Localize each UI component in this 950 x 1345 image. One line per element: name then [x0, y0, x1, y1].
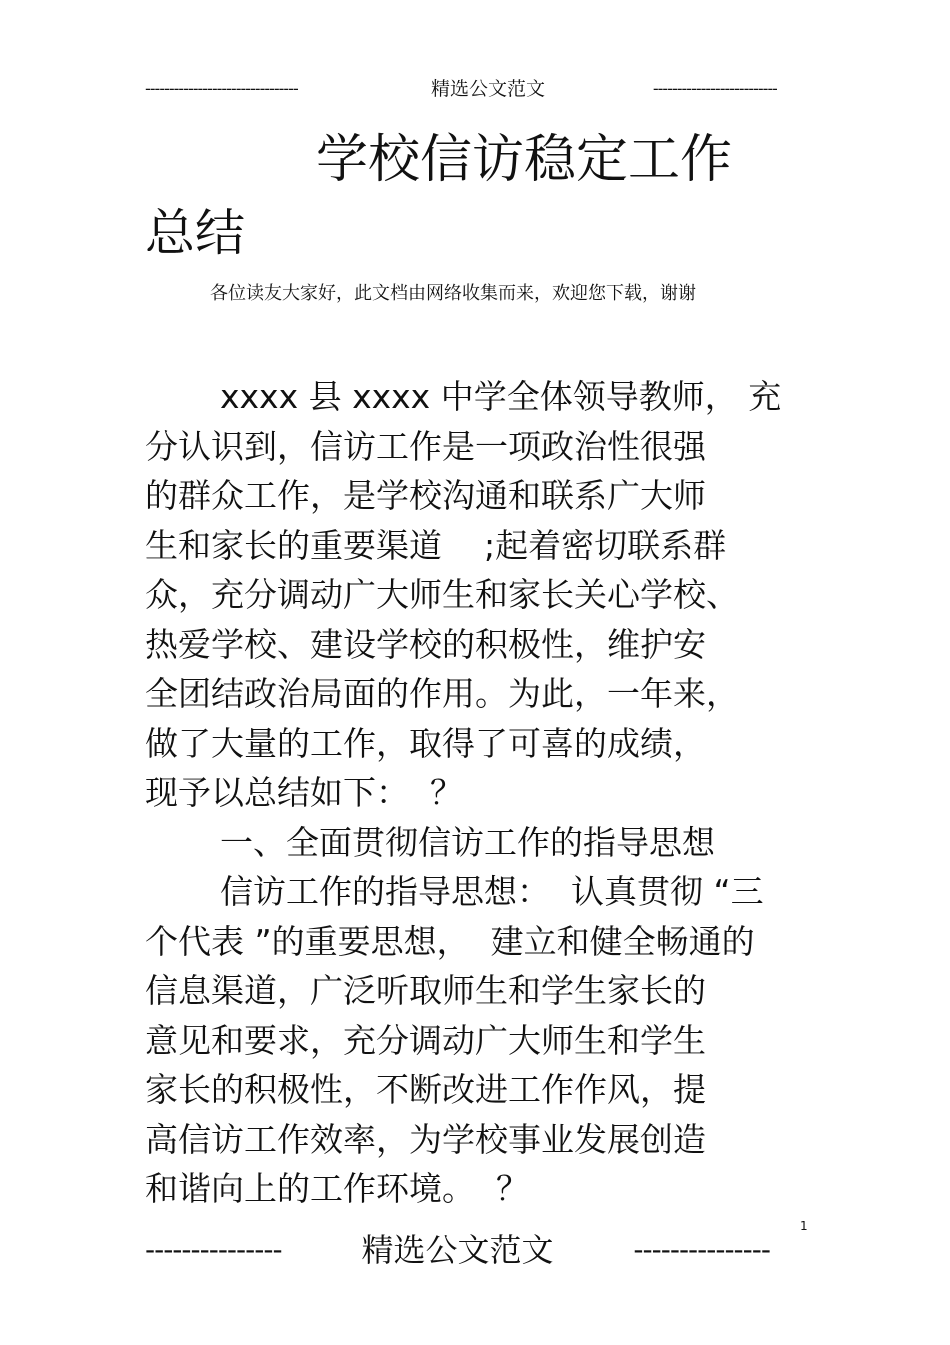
- footer-dashes-left: ---------------: [145, 1233, 282, 1266]
- body-line: 做了大量的工作，取得了可喜的成绩，: [145, 723, 706, 763]
- body-line: 分认识到，信访工作是一项政治性很强: [145, 426, 706, 466]
- body-line: 意见和要求，充分调动广大师生和学生: [145, 1020, 706, 1060]
- body-line: 和谐向上的工作环境。 ？: [145, 1169, 529, 1208]
- page-footer: [145, 1228, 770, 1272]
- body-line: 生和家长的重要渠道 ;起着密切联系群: [145, 525, 727, 565]
- body-line: 高信访工作效率，为学校事业发展创造: [145, 1119, 706, 1159]
- header-dashes-left: --------------------------------: [145, 79, 298, 98]
- body-line: xxxx 县 xxxx 中学全体领导教师， 充: [220, 377, 782, 416]
- footer-title: 精选公文范文: [361, 1231, 554, 1269]
- footer-dashes-right: ---------------: [633, 1233, 770, 1266]
- body-line: 众，充分调动广大师生和家长关心学校、: [145, 575, 739, 614]
- body-line: 信息渠道，广泛听取师生和学生家长的: [145, 971, 706, 1010]
- body-line: 信访工作的指导思想： 认真贯彻 “三: [220, 872, 764, 911]
- body-line: 的群众工作，是学校沟通和联系广大师: [145, 476, 706, 515]
- document-body: [145, 372, 825, 1214]
- body-line: 全团结政治局面的作用。为此，一年来，: [145, 674, 739, 713]
- section-heading: 一、全面贯彻信访工作的指导思想: [220, 822, 715, 862]
- body-line: 家长的积极性，不断改进工作作风，提: [145, 1070, 706, 1109]
- greeting-note: 各位读友大家好，此文档由网络收集而来，欢迎您下载，谢谢: [210, 283, 696, 304]
- header-title: 精选公文范文: [430, 78, 545, 100]
- page-number: 1: [800, 1219, 808, 1233]
- header-dashes-right: --------------------------: [652, 79, 777, 98]
- body-line: 热爱学校、建设学校的积极性，维护安: [145, 624, 706, 664]
- document-title-line-1: 学校信访稳定工作: [316, 130, 733, 190]
- document-title-line-2: 总结: [145, 204, 245, 262]
- body-line: 现予以总结如下： ？: [145, 773, 463, 812]
- body-line: 个代表 ”的重要思想， 建立和健全畅通的: [145, 921, 755, 961]
- page-header: [145, 74, 777, 104]
